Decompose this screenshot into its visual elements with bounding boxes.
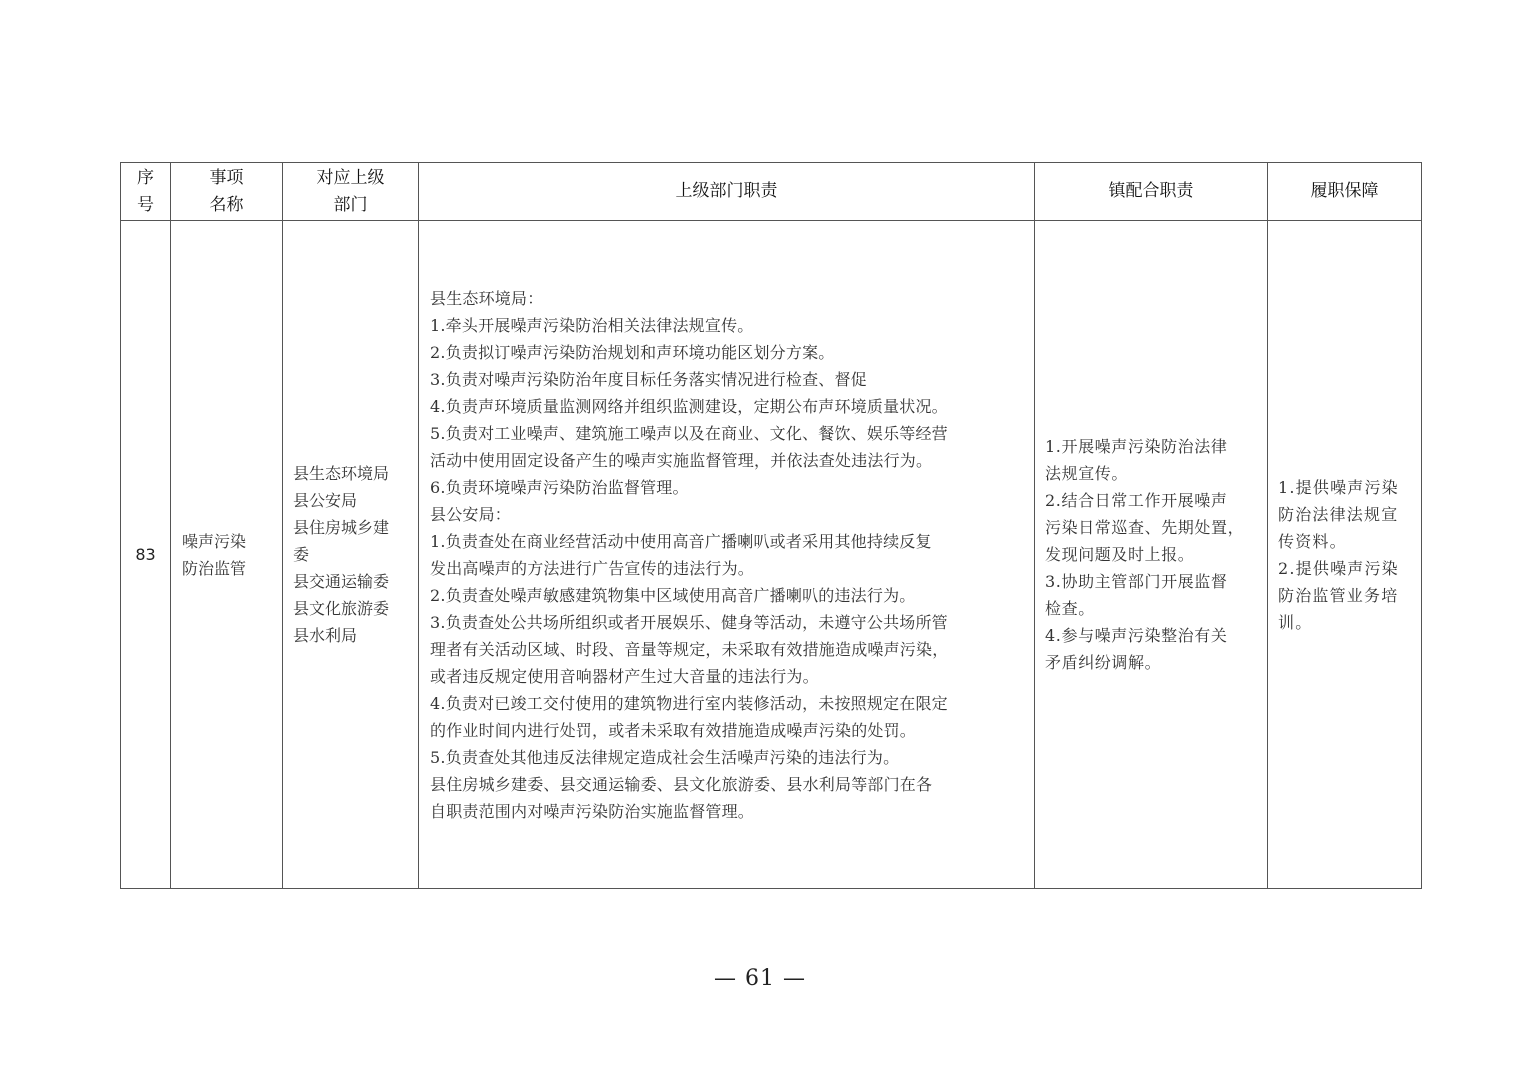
department-item: 县交通运输委 <box>293 572 390 591</box>
department-item: 县水利局 <box>293 626 358 645</box>
header-guarantee: 履职保障 <box>1268 163 1422 221</box>
superior-duty-line: 理者有关活动区域、时段、音量等规定，未采取有效措施造成噪声污染， <box>430 639 949 659</box>
town-duty-line: 污染日常巡查、先期处置， <box>1045 518 1245 537</box>
header-town-duties: 镇配合职责 <box>1035 163 1268 221</box>
superior-duty-line: 3.负责查处公共场所组织或者开展娱乐、健身等活动，未遵守公共场所管 <box>430 612 948 632</box>
superior-duty-line: 4.负责声环境质量监测网络并组织监测建设，定期公布声环境质量状况。 <box>430 396 948 416</box>
header-seq-line: 号 <box>137 194 154 215</box>
superior-duty-line: 县住房城乡建委、县交通运输委、县文化旅游委、县水利局等部门在各 <box>430 774 933 794</box>
superior-duty-line: 或者违反规定使用音响器材产生过大音量的违法行为。 <box>430 666 819 686</box>
superior-duty-line: 活动中使用固定设备产生的噪声实施监督管理，并依法查处违法行为。 <box>430 450 933 470</box>
superior-duty-line: 4.负责对已竣工交付使用的建筑物进行室内装修活动，未按照规定在限定 <box>430 693 948 713</box>
header-item-line: 事项 <box>209 167 244 188</box>
guarantee-line: 训。 <box>1278 612 1313 632</box>
superior-duty-line: 3.负责对噪声污染防治年度目标任务落实情况进行检查、督促 <box>430 369 867 389</box>
department-item: 县住房城乡建 <box>293 518 390 537</box>
guarantee-line: 防治监管业务培 <box>1278 585 1399 605</box>
item-name-line: 噪声污染 <box>182 531 247 551</box>
table-header-row <box>121 163 1422 221</box>
header-seq-line: 序 <box>137 167 154 188</box>
superior-duty-line: 5.负责对工业噪声、建筑施工噪声以及在商业、文化、餐饮、娱乐等经营 <box>430 423 948 443</box>
row-departments-cell <box>283 221 419 889</box>
town-duty-line: 检查。 <box>1045 599 1095 618</box>
header-item-name <box>171 163 283 221</box>
row-guarantee-cell <box>1268 221 1422 889</box>
header-superior-duties: 上级部门职责 <box>419 163 1035 221</box>
guarantee-line: 2.提供噪声污染 <box>1278 558 1399 578</box>
row-town-duties-cell <box>1035 221 1268 889</box>
row-seq: 83 <box>121 221 171 889</box>
superior-duty-line: 6.负责环境噪声污染防治监督管理。 <box>430 477 689 497</box>
guarantee-line: 传资料。 <box>1278 531 1347 551</box>
superior-duty-line: 县生态环境局： <box>430 288 544 308</box>
town-duty-line: 发现问题及时上报。 <box>1045 545 1195 564</box>
guarantee-line: 防治法律法规宣 <box>1278 504 1399 524</box>
superior-duty-line: 的作业时间内进行处罚，或者未采取有效措施造成噪声污染的处罚。 <box>430 720 917 740</box>
town-duty-line: 法规宣传。 <box>1045 464 1129 483</box>
page-number: — 61 — <box>714 966 806 991</box>
department-item: 县公安局 <box>293 491 358 510</box>
town-duty-line: 3.协助主管部门开展监督 <box>1045 572 1228 591</box>
superior-duty-line: 县公安局： <box>430 504 512 524</box>
row-item-name-cell <box>171 221 283 889</box>
superior-duty-line: 自职责范围内对噪声污染防治实施监督管理。 <box>430 801 755 821</box>
item-name-line: 防治监管 <box>182 558 247 578</box>
header-item-line: 名称 <box>209 194 244 215</box>
superior-duty-line: 5.负责查处其他违反法律规定造成社会生活噪声污染的违法行为。 <box>430 747 900 767</box>
superior-duty-line: 1.牵头开展噪声污染防治相关法律法规宣传。 <box>430 315 754 335</box>
row-superior-duties-cell <box>419 221 1035 889</box>
department-item: 县文化旅游委 <box>293 599 390 618</box>
table-row <box>121 221 1422 889</box>
department-item: 县生态环境局 <box>293 464 390 483</box>
header-seq <box>121 163 171 221</box>
town-duty-line: 4.参与噪声污染整治有关 <box>1045 626 1228 645</box>
town-duty-line: 1.开展噪声污染防治法律 <box>1045 437 1228 456</box>
town-duty-line: 矛盾纠纷调解。 <box>1045 653 1162 672</box>
department-item: 委 <box>293 545 310 564</box>
superior-duty-line: 1.负责查处在商业经营活动中使用高音广播喇叭或者采用其他持续反复 <box>430 531 932 551</box>
guarantee-line: 1.提供噪声污染 <box>1278 477 1399 497</box>
duty-table <box>120 162 1422 889</box>
superior-duty-line: 2.负责查处噪声敏感建筑物集中区域使用高音广播喇叭的违法行为。 <box>430 585 916 605</box>
header-dept-line: 对应上级 <box>316 167 385 188</box>
superior-duty-line: 2.负责拟订噪声污染防治规划和声环境功能区划分方案。 <box>430 342 835 362</box>
superior-duty-line: 发出高噪声的方法进行广告宣传的违法行为。 <box>430 558 755 578</box>
header-dept-line: 部门 <box>333 194 368 215</box>
header-department <box>283 163 419 221</box>
town-duty-line: 2.结合日常工作开展噪声 <box>1045 491 1228 510</box>
